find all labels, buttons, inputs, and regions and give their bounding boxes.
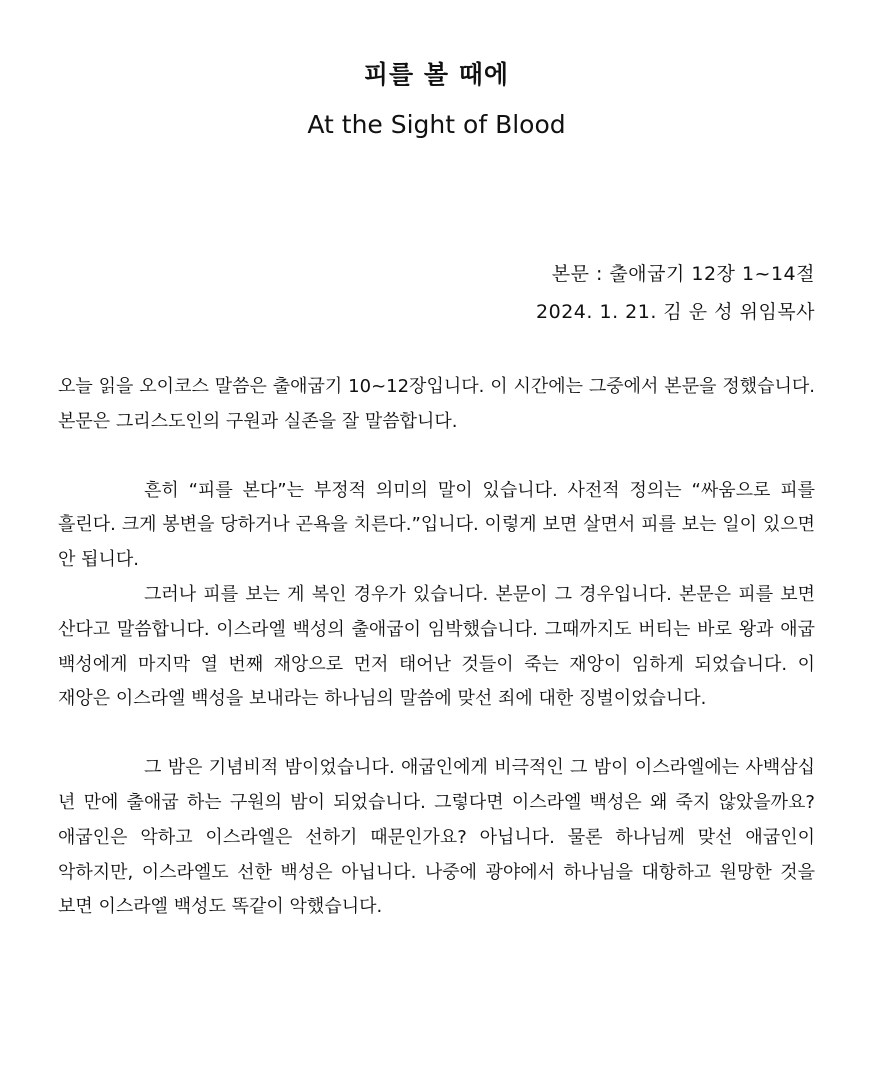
date-author: 2024. 1. 21. 김 운 성 위임목사 bbox=[536, 301, 815, 323]
title-block bbox=[0, 58, 873, 142]
scripture-reference: 본문 : 출애굽기 12장 1~14절 bbox=[551, 263, 815, 285]
sermon-meta bbox=[536, 255, 815, 331]
paragraph-blessing: 그러나 피를 보는 게 복인 경우가 있습니다. 본문이 그 경우입니다. 본문은 피를 보면 산다고 말씀합니다. 이스라엘 백성의 출애굽이 임박했습니다. 그때까지도 버티는 바로 왕과 애굽 백성에게 마지막 열 번째 재앙으로 먼저 태어난 것들이 죽는 재앙이 임하게 되었습니다. 이 재앙은 이스라엘 백성을 보내라는 하나님의 말씀에 맞선 죄에 대한 징벌이었습니다. bbox=[58, 583, 815, 710]
paragraph-definition: 흔히 “피를 본다”는 부정적 의미의 말이 있습니다. 사전적 정의는 “싸움으로 피를 흘린다. 크게 봉변을 당하거나 곤욕을 치른다.”입니다. 이렇게 보면 살면서 피를 보는 일이 있으면 안 됩니다. bbox=[58, 479, 815, 571]
korean-title: 피를 볼 때에 bbox=[363, 60, 510, 89]
sermon-body bbox=[58, 370, 815, 925]
english-title: At the Sight of Blood bbox=[307, 110, 566, 139]
paragraph-intro: 오늘 읽을 오이코스 말씀은 출애굽기 10~12장입니다. 이 시간에는 그중에서 본문을 정했습니다. 본문은 그리스도인의 구원과 실존을 잘 말씀합니다. bbox=[58, 376, 815, 432]
paragraph-night: 그 밤은 기념비적 밤이었습니다. 애굽인에게 비극적인 그 밤이 이스라엘에는 사백삼십 년 만에 출애굽 하는 구원의 밤이 되었습니다. 그렇다면 이스라엘 백성은 왜 죽지 않았을까요? 애굽인은 악하고 이스라엘은 선하기 때문인가요? 아닙니다. 물론 하나님께 맞선 애굽인이 악하지만, 이스라엘도 선한 백성은 아닙니다. 나중에 광야에서 하나님을 대항하고 원망한 것을 보면 이스라엘 백성도 똑같이 악했습니다. bbox=[58, 757, 815, 918]
